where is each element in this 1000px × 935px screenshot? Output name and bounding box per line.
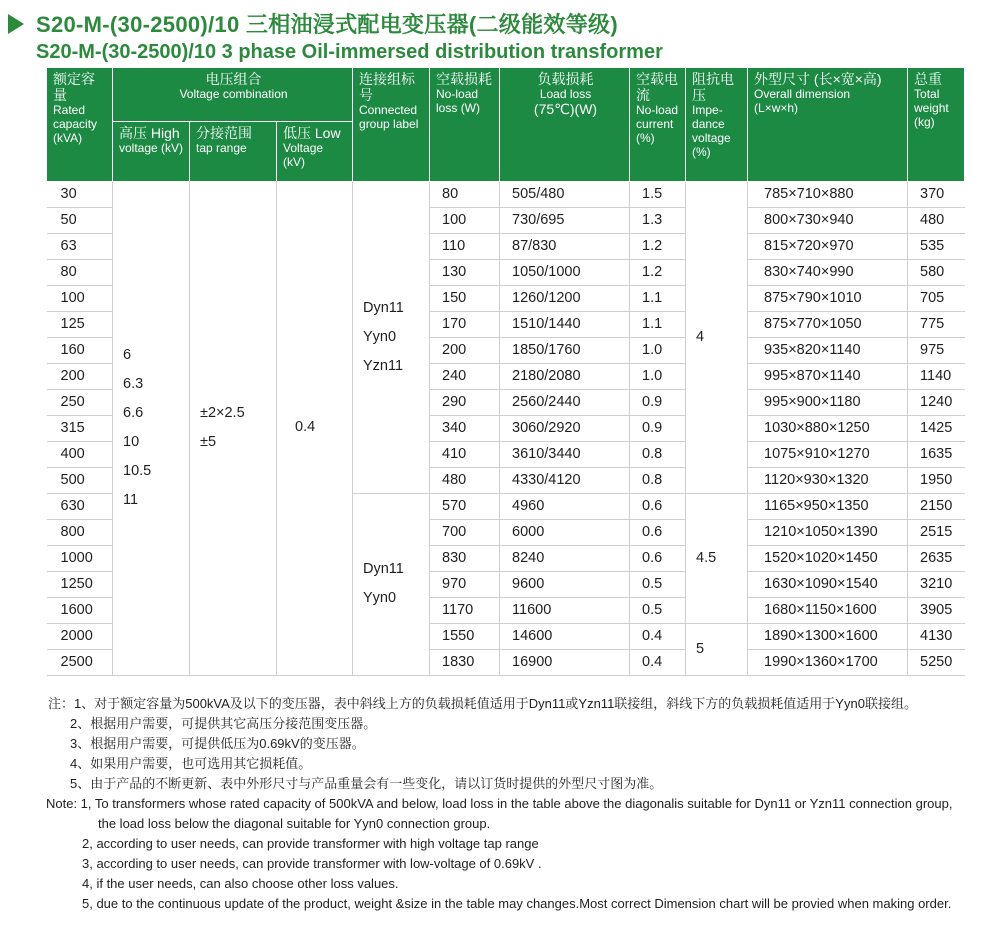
cell-noload-loss: 340 <box>430 415 500 441</box>
cell-capacity: 630 <box>47 493 113 519</box>
header-group-label: 连接组标号 Connected group label <box>353 68 430 181</box>
header-rated-capacity: 额定容量 Rated capacity (kVA) <box>47 68 113 181</box>
cell-weight: 4130 <box>908 623 965 649</box>
note-cn-3: 3、根据用户需要，可提供低压为0.69kV的变压器。 <box>70 736 365 751</box>
header-noload-current: 空载电流 No-load current (%) <box>630 68 686 181</box>
cell-load-loss: 1850/1760 <box>500 337 630 363</box>
spec-table <box>46 68 965 676</box>
cell-noload-loss: 700 <box>430 519 500 545</box>
note-cn-4: 4、如果用户需要，也可选用其它损耗值。 <box>70 756 312 771</box>
cell-capacity: 1600 <box>47 597 113 623</box>
cell-load-loss: 6000 <box>500 519 630 545</box>
cell-noload-loss: 200 <box>430 337 500 363</box>
header-tap-range: 分接范围 tap range <box>190 122 277 182</box>
cell-capacity: 1000 <box>47 545 113 571</box>
cell-load-loss: 16900 <box>500 649 630 675</box>
cell-capacity: 100 <box>47 285 113 311</box>
cell-capacity: 30 <box>47 181 113 207</box>
cell-dimension: 1890×1300×1600 <box>748 623 908 649</box>
cell-capacity: 2500 <box>47 649 113 675</box>
notes <box>48 694 952 914</box>
cell-noload-current: 0.8 <box>630 441 686 467</box>
cell-weight: 1240 <box>908 389 965 415</box>
cell-dimension: 1165×950×1350 <box>748 493 908 519</box>
note-en-3: 3, according to user needs, can provide transformer with low-voltage of 0.69kV . <box>82 856 542 871</box>
cell-high-voltage: 6 6.3 6.6 10 10.5 11 <box>113 181 190 675</box>
header-high-voltage: 高压 High voltage (kV) <box>113 122 190 182</box>
cell-group-a: Dyn11 Yyn0 Yzn11 <box>353 181 430 493</box>
header-low-voltage: 低压 Low Voltage (kV) <box>277 122 353 182</box>
cell-load-loss: 2560/2440 <box>500 389 630 415</box>
cell-load-loss: 1510/1440 <box>500 311 630 337</box>
header-total-weight: 总重 Total weight (kg) <box>908 68 965 181</box>
cell-noload-loss: 130 <box>430 259 500 285</box>
cell-dimension: 1030×880×1250 <box>748 415 908 441</box>
cell-dimension: 830×740×990 <box>748 259 908 285</box>
cell-load-loss: 11600 <box>500 597 630 623</box>
cell-noload-current: 0.6 <box>630 493 686 519</box>
cell-noload-loss: 240 <box>430 363 500 389</box>
header-noload-loss: 空载损耗 No-load loss (W) <box>430 68 500 181</box>
note-cn-2: 2、根据用户需要，可提供其它高压分接范围变压器。 <box>70 716 377 731</box>
cell-weight: 2515 <box>908 519 965 545</box>
cell-dimension: 1120×930×1320 <box>748 467 908 493</box>
cell-load-loss: 3610/3440 <box>500 441 630 467</box>
cell-noload-current: 0.5 <box>630 571 686 597</box>
cell-group-b: Dyn11 Yyn0 <box>353 493 430 675</box>
cell-dimension: 1630×1090×1540 <box>748 571 908 597</box>
cell-load-loss: 2180/2080 <box>500 363 630 389</box>
cell-load-loss: 1260/1200 <box>500 285 630 311</box>
cell-weight: 1140 <box>908 363 965 389</box>
cell-noload-loss: 290 <box>430 389 500 415</box>
cell-dimension: 1075×910×1270 <box>748 441 908 467</box>
cell-weight: 370 <box>908 181 965 207</box>
cell-dimension: 1680×1150×1600 <box>748 597 908 623</box>
cell-dimension: 1990×1360×1700 <box>748 649 908 675</box>
cell-load-loss: 505/480 <box>500 181 630 207</box>
cell-dimension: 800×730×940 <box>748 207 908 233</box>
cell-capacity: 250 <box>47 389 113 415</box>
note-cn-5: 5、由于产品的不断更新、表中外形尺寸与产品重量会有一些变化，请以订货时提供的外型尺寸图为准。 <box>70 776 663 791</box>
cell-capacity: 400 <box>47 441 113 467</box>
cell-dimension: 815×720×970 <box>748 233 908 259</box>
cell-noload-loss: 100 <box>430 207 500 233</box>
cell-capacity: 63 <box>47 233 113 259</box>
cell-noload-loss: 110 <box>430 233 500 259</box>
cell-noload-current: 1.0 <box>630 337 686 363</box>
cell-weight: 1635 <box>908 441 965 467</box>
cell-noload-current: 0.8 <box>630 467 686 493</box>
arrow-right-icon <box>8 14 24 34</box>
cell-dimension: 875×790×1010 <box>748 285 908 311</box>
cell-weight: 480 <box>908 207 965 233</box>
cell-weight: 2635 <box>908 545 965 571</box>
cell-noload-loss: 830 <box>430 545 500 571</box>
note-cn-1: 注：1、对于额定容量为500kVA及以下的变压器，表中斜线上方的负载损耗值适用于Dyn11或Yzn11联接组，斜线下方的负载损耗值适用于Yyn0联接组。 <box>48 696 917 711</box>
cell-dimension: 935×820×1140 <box>748 337 908 363</box>
note-en-1: Note: 1, To transformers whose rated capacity of 500kVA and below, load loss in the table above the diagonalis suitable for Dyn11 or Yzn11 connection group, <box>46 796 953 811</box>
note-en-1b: the load loss below the diagonal suitable for Yyn0 connection group. <box>98 816 491 831</box>
cell-weight: 1950 <box>908 467 965 493</box>
cell-weight: 3210 <box>908 571 965 597</box>
cell-noload-loss: 80 <box>430 181 500 207</box>
note-en-4: 4, if the user needs, can also choose other loss values. <box>82 876 399 891</box>
cell-weight: 535 <box>908 233 965 259</box>
cell-load-loss: 87/830 <box>500 233 630 259</box>
cell-noload-loss: 1550 <box>430 623 500 649</box>
cell-noload-current: 0.6 <box>630 545 686 571</box>
title-block <box>8 8 663 64</box>
cell-noload-loss: 410 <box>430 441 500 467</box>
cell-noload-current: 1.3 <box>630 207 686 233</box>
header-load-loss: 负载损耗 Load loss (75℃)(W) <box>500 68 630 181</box>
cell-impedance-b: 4.5 <box>686 493 748 623</box>
cell-weight: 2150 <box>908 493 965 519</box>
cell-noload-current: 1.2 <box>630 233 686 259</box>
cell-capacity: 1250 <box>47 571 113 597</box>
cell-load-loss: 14600 <box>500 623 630 649</box>
cell-capacity: 315 <box>47 415 113 441</box>
cell-capacity: 50 <box>47 207 113 233</box>
cell-noload-current: 1.1 <box>630 285 686 311</box>
cell-noload-loss: 170 <box>430 311 500 337</box>
cell-impedance-a: 4 <box>686 181 748 493</box>
cell-noload-current: 1.5 <box>630 181 686 207</box>
cell-noload-loss: 150 <box>430 285 500 311</box>
cell-weight: 3905 <box>908 597 965 623</box>
cell-load-loss: 3060/2920 <box>500 415 630 441</box>
cell-capacity: 2000 <box>47 623 113 649</box>
cell-weight: 705 <box>908 285 965 311</box>
header-impedance-voltage: 阻抗电压 Impe- dance voltage (%) <box>686 68 748 181</box>
cell-load-loss: 4330/4120 <box>500 467 630 493</box>
cell-capacity: 500 <box>47 467 113 493</box>
cell-weight: 975 <box>908 337 965 363</box>
table-row <box>47 181 965 207</box>
cell-dimension: 875×770×1050 <box>748 311 908 337</box>
cell-capacity: 160 <box>47 337 113 363</box>
cell-load-loss: 8240 <box>500 545 630 571</box>
cell-dimension: 1210×1050×1390 <box>748 519 908 545</box>
cell-low-voltage: 0.4 <box>277 181 353 675</box>
cell-noload-current: 0.4 <box>630 649 686 675</box>
cell-dimension: 995×900×1180 <box>748 389 908 415</box>
cell-capacity: 125 <box>47 311 113 337</box>
cell-capacity: 80 <box>47 259 113 285</box>
cell-noload-loss: 480 <box>430 467 500 493</box>
note-en-2: 2, according to user needs, can provide transformer with high voltage tap range <box>82 836 539 851</box>
cell-dimension: 1520×1020×1450 <box>748 545 908 571</box>
spec-table-body <box>47 181 965 675</box>
cell-noload-current: 1.1 <box>630 311 686 337</box>
title-row <box>8 8 663 39</box>
cell-capacity: 200 <box>47 363 113 389</box>
cell-noload-loss: 970 <box>430 571 500 597</box>
cell-noload-current: 0.9 <box>630 415 686 441</box>
header-voltage-combination: 电压组合 Voltage combination <box>113 68 353 122</box>
cell-dimension: 995×870×1140 <box>748 363 908 389</box>
cell-load-loss: 9600 <box>500 571 630 597</box>
header-overall-dimension: 外型尺寸 (长×宽×高) Overall dimension (L×w×h) <box>748 68 908 181</box>
cell-noload-current: 1.2 <box>630 259 686 285</box>
cell-noload-current: 0.5 <box>630 597 686 623</box>
cell-noload-loss: 1170 <box>430 597 500 623</box>
note-en-5: 5, due to the continuous update of the product, weight &size in the table may changes.Most correct Dimension chart will be provied when making order. <box>82 896 952 911</box>
cell-dimension: 785×710×880 <box>748 181 908 207</box>
cell-noload-current: 0.6 <box>630 519 686 545</box>
cell-noload-loss: 1830 <box>430 649 500 675</box>
cell-impedance-c: 5 <box>686 623 748 675</box>
cell-weight: 775 <box>908 311 965 337</box>
title-english: S20-M-(30-2500)/10 3 phase Oil-immersed distribution transformer <box>36 41 663 63</box>
cell-weight: 1425 <box>908 415 965 441</box>
cell-noload-current: 0.4 <box>630 623 686 649</box>
cell-noload-loss: 570 <box>430 493 500 519</box>
cell-load-loss: 4960 <box>500 493 630 519</box>
cell-weight: 5250 <box>908 649 965 675</box>
cell-noload-current: 1.0 <box>630 363 686 389</box>
cell-load-loss: 730/695 <box>500 207 630 233</box>
title-chinese: S20-M-(30-2500)/10 三相油浸式配电变压器(二级能效等级) <box>36 12 618 37</box>
cell-load-loss: 1050/1000 <box>500 259 630 285</box>
cell-weight: 580 <box>908 259 965 285</box>
cell-tap-range: ±2×2.5 ±5 <box>190 181 277 675</box>
cell-capacity: 800 <box>47 519 113 545</box>
cell-noload-current: 0.9 <box>630 389 686 415</box>
